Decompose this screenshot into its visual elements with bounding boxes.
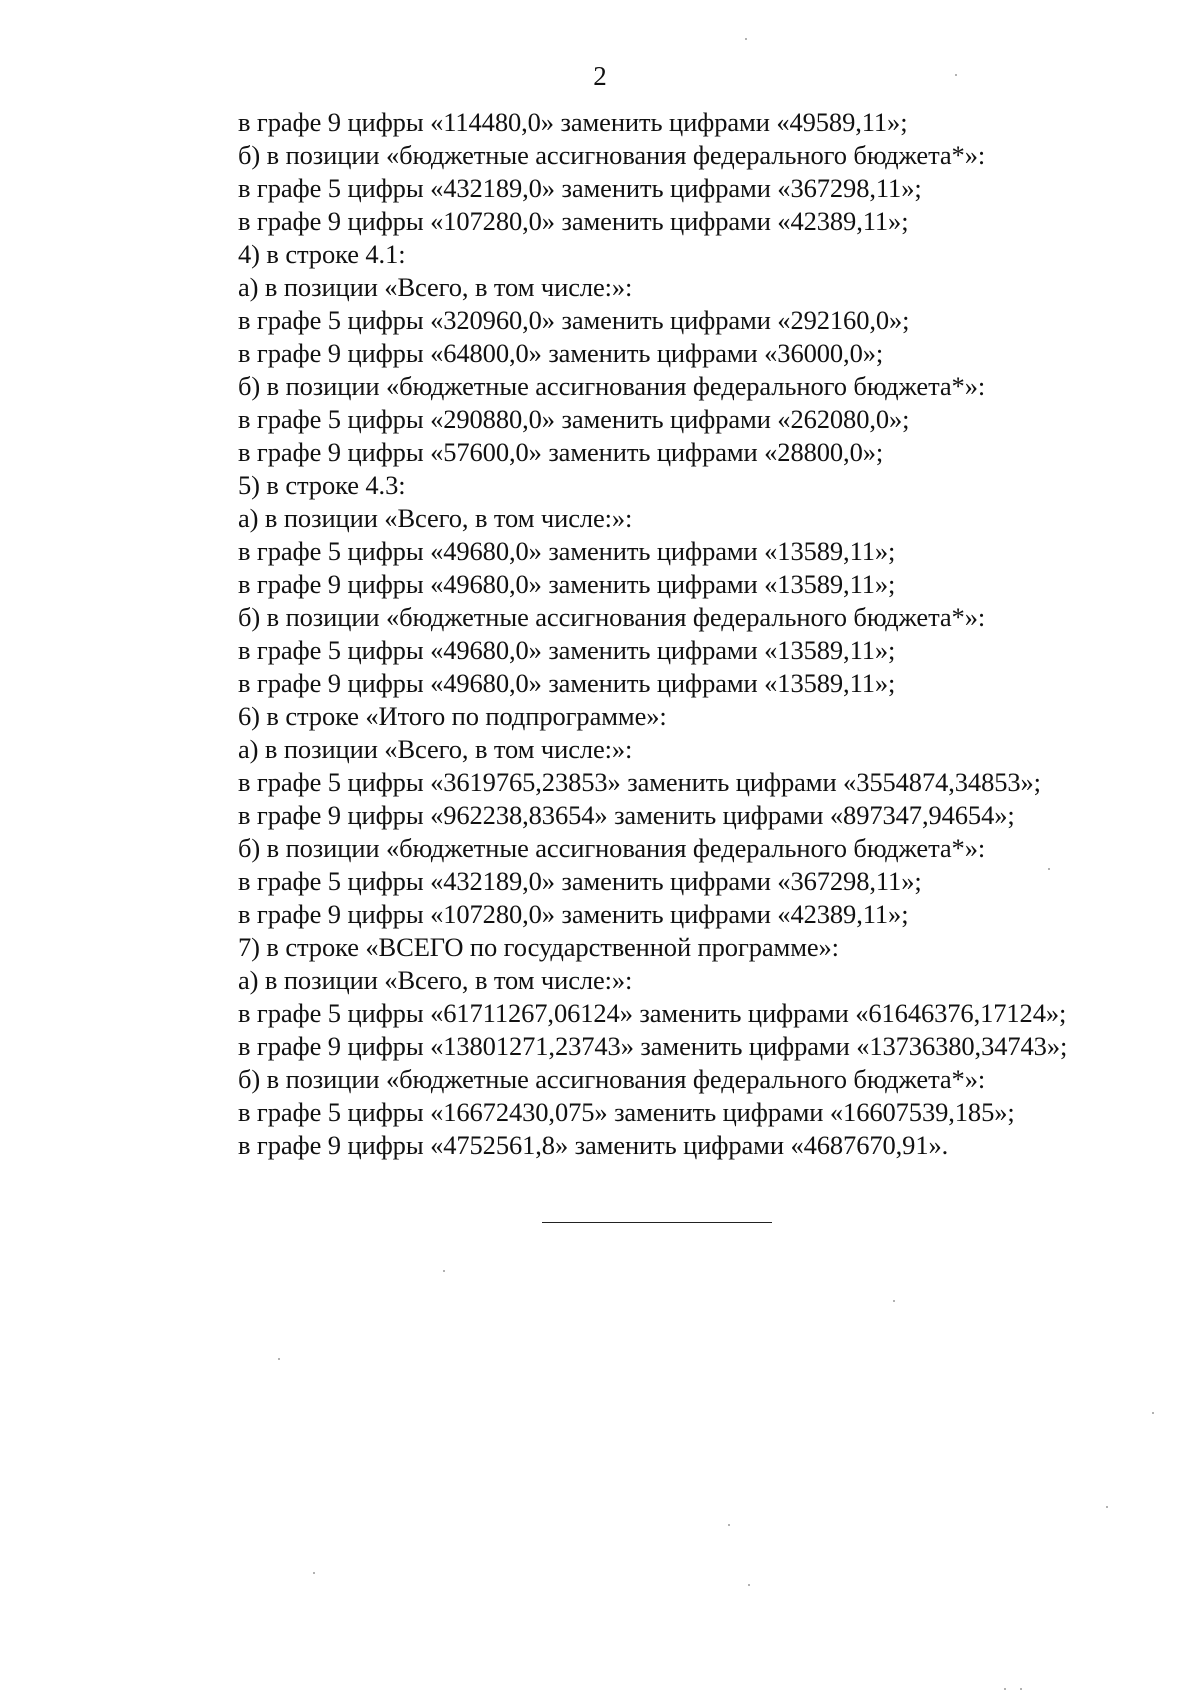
text-line: в графе 5 цифры «16672430,075» заменить цифрами «16607539,185»; bbox=[238, 1097, 1015, 1127]
text-line: 7) в строке «ВСЕГО по государственной программе»: bbox=[238, 932, 839, 962]
text-line: в графе 5 цифры «432189,0» заменить цифрами «367298,11»; bbox=[238, 173, 922, 203]
text-line: в графе 9 цифры «64800,0» заменить цифрами «36000,0»; bbox=[238, 338, 884, 368]
scan-speck bbox=[313, 1572, 315, 1574]
text-line: в графе 9 цифры «13801271,23743» заменить цифрами «13736380,34743»; bbox=[238, 1031, 1068, 1061]
text-line: в графе 5 цифры «3619765,23853» заменить цифрами «3554874,34853»; bbox=[238, 767, 1041, 797]
scan-speck bbox=[278, 1358, 280, 1360]
text-line: в графе 9 цифры «4752561,8» заменить цифрами «4687670,91». bbox=[238, 1130, 949, 1160]
text-line: в графе 5 цифры «61711267,06124» заменить цифрами «61646376,17124»; bbox=[238, 998, 1067, 1028]
scan-speck bbox=[748, 1584, 750, 1586]
text-line: в графе 9 цифры «107280,0» заменить цифрами «42389,11»; bbox=[238, 899, 909, 929]
scan-speck bbox=[1106, 1506, 1108, 1508]
text-line: в графе 9 цифры «962238,83654» заменить цифрами «897347,94654»; bbox=[238, 800, 1015, 830]
scan-speck bbox=[893, 1300, 895, 1302]
scan-speck bbox=[1020, 1688, 1022, 1690]
text-line: в графе 5 цифры «49680,0» заменить цифрами «13589,11»; bbox=[238, 635, 896, 665]
text-line: б) в позиции «бюджетные ассигнования федерального бюджета*»: bbox=[238, 833, 986, 863]
text-line: б) в позиции «бюджетные ассигнования федерального бюджета*»: bbox=[238, 371, 986, 401]
text-line: б) в позиции «бюджетные ассигнования федерального бюджета*»: bbox=[238, 140, 986, 170]
text-line: б) в позиции «бюджетные ассигнования федерального бюджета*»: bbox=[238, 602, 986, 632]
scan-speck bbox=[955, 74, 957, 76]
scan-speck bbox=[1004, 1688, 1006, 1690]
scan-speck bbox=[728, 1524, 730, 1526]
end-of-text-rule bbox=[542, 1222, 772, 1223]
text-line: в графе 5 цифры «49680,0» заменить цифрами «13589,11»; bbox=[238, 536, 896, 566]
scan-speck bbox=[1152, 1412, 1154, 1414]
scan-speck bbox=[745, 38, 747, 40]
text-line: 6) в строке «Итого по подпрограмме»: bbox=[238, 701, 667, 731]
text-line: в графе 5 цифры «320960,0» заменить цифрами «292160,0»; bbox=[238, 305, 910, 335]
text-line: а) в позиции «Всего, в том числе:»: bbox=[238, 734, 633, 764]
text-line: в графе 9 цифры «57600,0» заменить цифрами «28800,0»; bbox=[238, 437, 884, 467]
amendment-text bbox=[238, 106, 1188, 1162]
text-line: в графе 9 цифры «114480,0» заменить цифрами «49589,11»; bbox=[238, 107, 908, 137]
text-line: в графе 9 цифры «49680,0» заменить цифрами «13589,11»; bbox=[238, 668, 896, 698]
text-line: 4) в строке 4.1: bbox=[238, 239, 406, 269]
text-line: в графе 9 цифры «49680,0» заменить цифрами «13589,11»; bbox=[238, 569, 896, 599]
text-line: 5) в строке 4.3: bbox=[238, 470, 406, 500]
text-line: а) в позиции «Всего, в том числе:»: bbox=[238, 503, 633, 533]
text-line: в графе 9 цифры «107280,0» заменить цифрами «42389,11»; bbox=[238, 206, 909, 236]
text-line: в графе 5 цифры «290880,0» заменить цифрами «262080,0»; bbox=[238, 404, 910, 434]
page-number: 2 bbox=[593, 61, 607, 91]
text-line: а) в позиции «Всего, в том числе:»: bbox=[238, 272, 633, 302]
text-line: а) в позиции «Всего, в том числе:»: bbox=[238, 965, 633, 995]
text-line: б) в позиции «бюджетные ассигнования федерального бюджета*»: bbox=[238, 1064, 986, 1094]
text-line: в графе 5 цифры «432189,0» заменить цифрами «367298,11»; bbox=[238, 866, 922, 896]
scan-speck bbox=[1048, 868, 1050, 870]
scan-speck bbox=[443, 1270, 445, 1272]
